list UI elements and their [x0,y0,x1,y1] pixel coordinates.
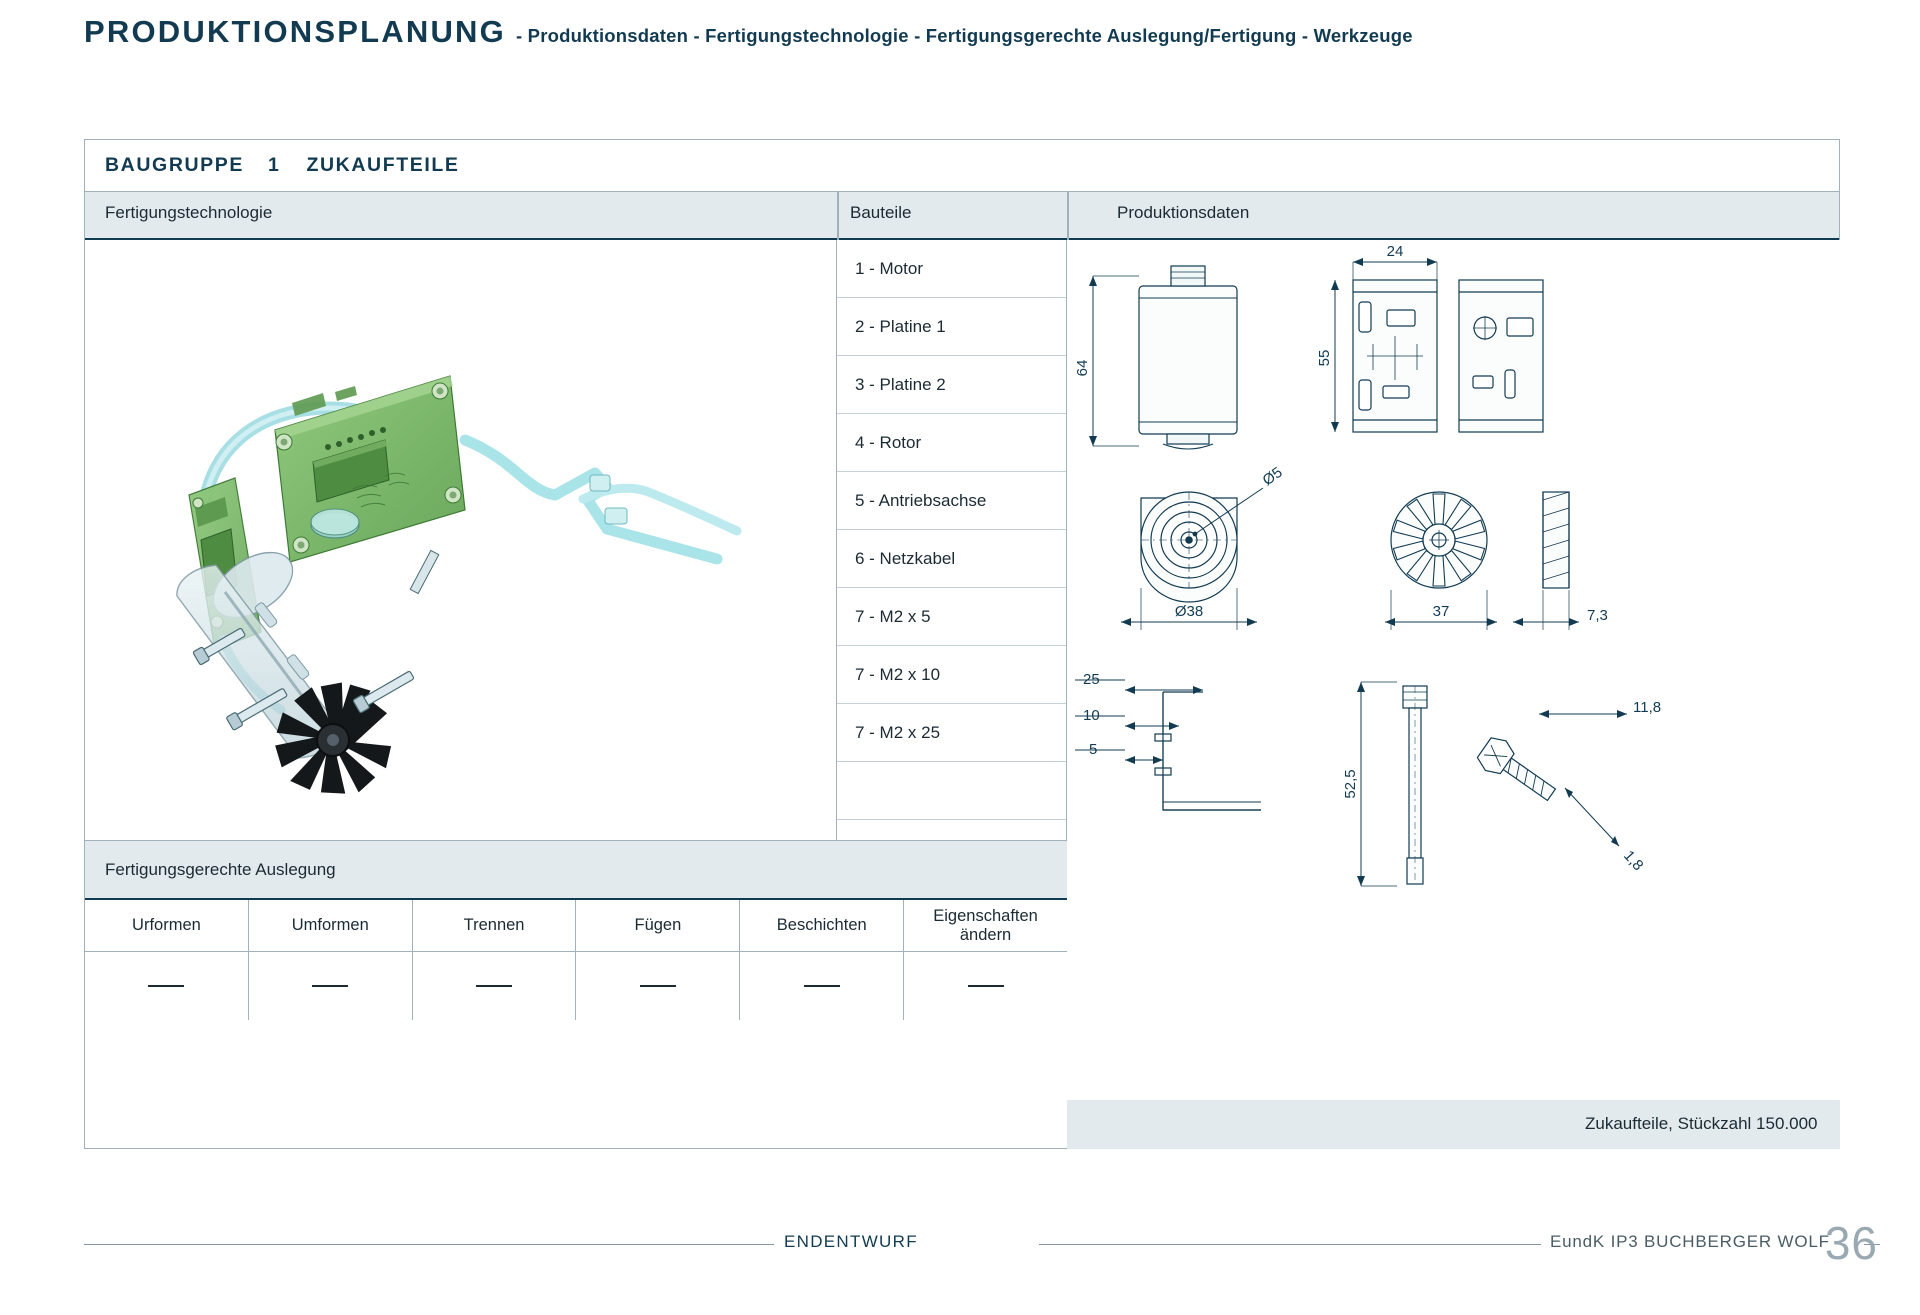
svg-text:52,5: 52,5 [1342,769,1359,799]
svg-text:1,8: 1,8 [1620,847,1647,875]
page-title: PRODUKTIONSPLANUNG [84,14,506,49]
design-band [85,840,1067,900]
svg-text:37: 37 [1432,603,1450,620]
list-item [837,588,1066,646]
production-note-bar [1067,1100,1840,1149]
footer-rule-center [1039,1244,1541,1245]
list-item [837,414,1066,472]
part-label: 3 - Platine 2 [855,374,946,394]
svg-text:11,8: 11,8 [1633,699,1662,716]
list-item [837,356,1066,414]
page-number: 36 [1824,1217,1878,1269]
page-header [84,14,1860,50]
value-dash [640,985,676,987]
process-header: Eigenschaften ändern [904,900,1067,952]
svg-text:25: 25 [1083,671,1100,688]
part-label: 7 - M2 x 10 [855,664,941,684]
process-header: Fügen [576,900,739,952]
process-value [85,952,248,1020]
part-label: 2 - Platine 1 [855,316,946,336]
part-label: 7 - M2 x 25 [855,722,941,742]
process-column-umformen [249,900,413,1020]
list-item [837,762,1066,820]
process-table [85,900,1067,1020]
list-item [837,646,1066,704]
process-header: Urformen [85,900,248,952]
page-footer [84,1225,1840,1265]
column-header-bauteile: Bauteile [850,203,912,222]
process-value [904,952,1067,1020]
value-dash [148,985,184,987]
process-value [576,952,739,1020]
process-column-eigenschaften-aendern [904,900,1067,1020]
value-dash [968,985,1004,987]
parts-list [837,240,1067,878]
page-subtitle: - Produktionsdaten - Fertigungstechnologie - Fertigungsgerechte Auslegung/Fertigung - Werkzeuge [515,25,1413,46]
header-divider-1 [837,192,839,240]
svg-text:55: 55 [1316,349,1333,367]
header-divider-2 [1067,192,1069,240]
footer-right-label: EundK IP3 BUCHBERGER WOLF [1550,1232,1830,1251]
value-dash [476,985,512,987]
content-frame [84,139,1840,1149]
list-item [837,240,1066,298]
process-column-trennen [413,900,577,1020]
process-column-urformen [85,900,249,1020]
column-header-fertigungstechnologie: Fertigungstechnologie [105,203,273,222]
list-item [837,704,1066,762]
process-header: Umformen [249,900,412,952]
process-header: Trennen [413,900,576,952]
svg-text:7,3: 7,3 [1587,607,1608,624]
column-header-produktionsdaten: Produktionsdaten [1117,203,1250,222]
list-item [837,472,1066,530]
svg-text:64: 64 [1074,359,1091,377]
list-item [837,298,1066,356]
part-label: 5 - Antriebsachse [855,490,987,510]
value-dash [312,985,348,987]
part-label: 1 - Motor [855,258,924,278]
svg-text:5: 5 [1089,741,1098,758]
svg-text:Ø5: Ø5 [1259,463,1286,490]
part-label: 7 - M2 x 5 [855,606,931,626]
production-data-drawings [1067,240,1840,1100]
part-label: 4 - Rotor [855,432,922,452]
list-item [837,530,1066,588]
footer-rule-left [84,1244,774,1245]
assembly-number: 1 [268,154,281,176]
assembly-render-image [85,240,837,840]
assembly-label: BAUGRUPPE [105,154,244,176]
process-value [249,952,412,1020]
production-note: Zukaufteile, Stückzahl 150.000 [1585,1114,1818,1134]
part-label: 6 - Netzkabel [855,548,956,568]
assembly-name: ZUKAUFTEILE [306,154,460,176]
svg-text:24: 24 [1386,243,1404,260]
process-column-fuegen [576,900,740,1020]
process-column-beschichten [740,900,904,1020]
design-band-label: Fertigungsgerechte Auslegung [105,859,336,879]
column-header-band [85,192,1839,240]
svg-text:10: 10 [1083,707,1100,724]
process-header: Beschichten [740,900,903,952]
svg-text:Ø38: Ø38 [1174,603,1204,620]
process-value [413,952,576,1020]
footer-center-label: ENDENTWURF [784,1232,918,1251]
value-dash [804,985,840,987]
assembly-title-bar [85,140,1839,192]
process-value [740,952,903,1020]
